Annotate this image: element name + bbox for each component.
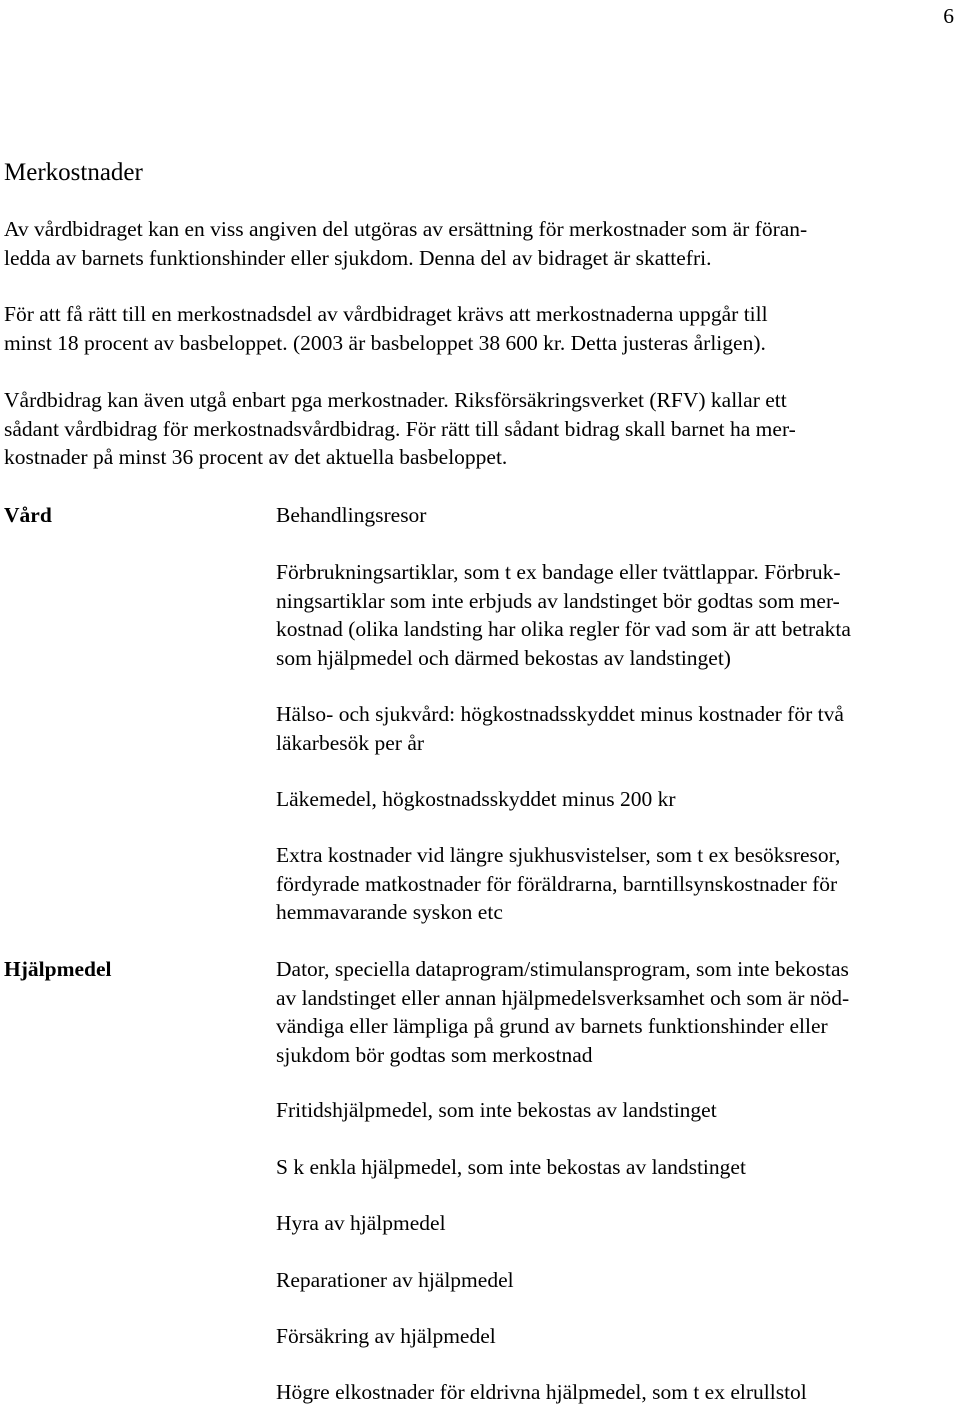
text-line: av landstinget eller annan hjälpmedelsverksamhet och som är nöd-	[276, 985, 850, 1010]
vard-item-extra-kostnader	[276, 841, 956, 927]
text-line: Extra kostnader vid längre sjukhusvistelser, som t ex besöksresor,	[276, 843, 841, 867]
page-number: 6	[943, 4, 954, 28]
vard-item-lakemedel	[276, 785, 956, 814]
hjalpmedel-item-dator	[276, 955, 956, 1069]
hjalpmedel-item-fritidshjalpmedel	[276, 1096, 956, 1125]
hjalpmedel-item-enkla-hjalpmedel	[276, 1153, 956, 1182]
intro-paragraph-3	[4, 386, 954, 472]
text-line: Högre elkostnader för eldrivna hjälpmedel, som t ex elrullstol	[276, 1380, 807, 1404]
text-line: som hjälpmedel och därmed bekostas av landstinget)	[276, 645, 731, 670]
text-line: Vårdbidrag kan även utgå enbart pga merkostnader. Riksförsäkringsverket (RFV) kallar ett	[4, 388, 787, 412]
text-line: hemmavarande syskon etc	[276, 900, 503, 924]
section-label-hjalpmedel: Hjälpmedel	[4, 957, 112, 981]
text-line: Förbrukningsartiklar, som t ex bandage eller tvättlappar. Förbruk-	[276, 560, 841, 584]
text-line: vändiga eller lämpliga på grund av barnets funktionshinder eller	[276, 1014, 828, 1038]
intro-paragraph-2	[4, 300, 954, 357]
text-line: kostnader på minst 36 procent av det aktuella basbeloppet.	[4, 445, 508, 469]
text-line: Fritidshjälpmedel, som inte bekostas av landstinget	[276, 1098, 717, 1122]
text-line: Hälso- och sjukvård: högkostnadsskyddet minus kostnader för två	[276, 702, 844, 726]
text-line: ledda av barnets funktionshinder eller sjukdom. Denna del av bidraget är skattefri.	[4, 245, 712, 270]
hjalpmedel-item-forsakring	[276, 1322, 956, 1351]
text-line: Läkemedel, högkostnadsskyddet minus 200 kr	[276, 787, 676, 811]
vard-item-halso-sjukvard	[276, 700, 956, 757]
text-line: ningsartiklar som inte erbjuds av landstinget bör godtas som mer-	[276, 588, 840, 613]
text-line: minst 18 procent av basbeloppet. (2003 är basbeloppet 38 600 kr. Detta justeras årligen).	[4, 330, 766, 355]
text-line: fördyrade matkostnader för föräldrarna, barntillsynskostnader för	[276, 871, 838, 896]
vard-item-behandlingsresor	[276, 501, 956, 530]
text-line: sådant vårdbidrag för merkostnadsvårdbidrag. För rätt till sådant bidrag skall barnet ha mer-	[4, 416, 796, 441]
hjalpmedel-item-elkostnader	[276, 1378, 956, 1407]
text-line: S k enkla hjälpmedel, som inte bekostas av landstinget	[276, 1155, 746, 1179]
text-line: Reparationer av hjälpmedel	[276, 1268, 514, 1292]
text-line: sjukdom bör godtas som merkostnad	[276, 1042, 593, 1067]
text-line: För att få rätt till en merkostnadsdel av vårdbidraget krävs att merkostnaderna uppgår till	[4, 302, 768, 326]
text-line: Behandlingsresor	[276, 503, 427, 527]
vard-item-forbrukningsartiklar	[276, 558, 956, 672]
hjalpmedel-item-hyra	[276, 1209, 956, 1238]
page-heading: Merkostnader	[4, 159, 143, 186]
text-line: kostnad (olika landsting har olika regler för vad som är att betrakta	[276, 617, 851, 641]
hjalpmedel-item-reparationer	[276, 1266, 956, 1295]
text-line: Av vårdbidraget kan en viss angiven del utgöras av ersättning för merkostnader som är föran-	[4, 217, 808, 241]
intro-paragraph-1	[4, 215, 954, 272]
text-line: läkarbesök per år	[276, 730, 425, 755]
section-label-vard: Vård	[4, 503, 52, 527]
text-line: Hyra av hjälpmedel	[276, 1211, 446, 1235]
text-line: Dator, speciella dataprogram/stimulansprogram, som inte bekostas	[276, 957, 849, 981]
text-line: Försäkring av hjälpmedel	[276, 1324, 496, 1348]
